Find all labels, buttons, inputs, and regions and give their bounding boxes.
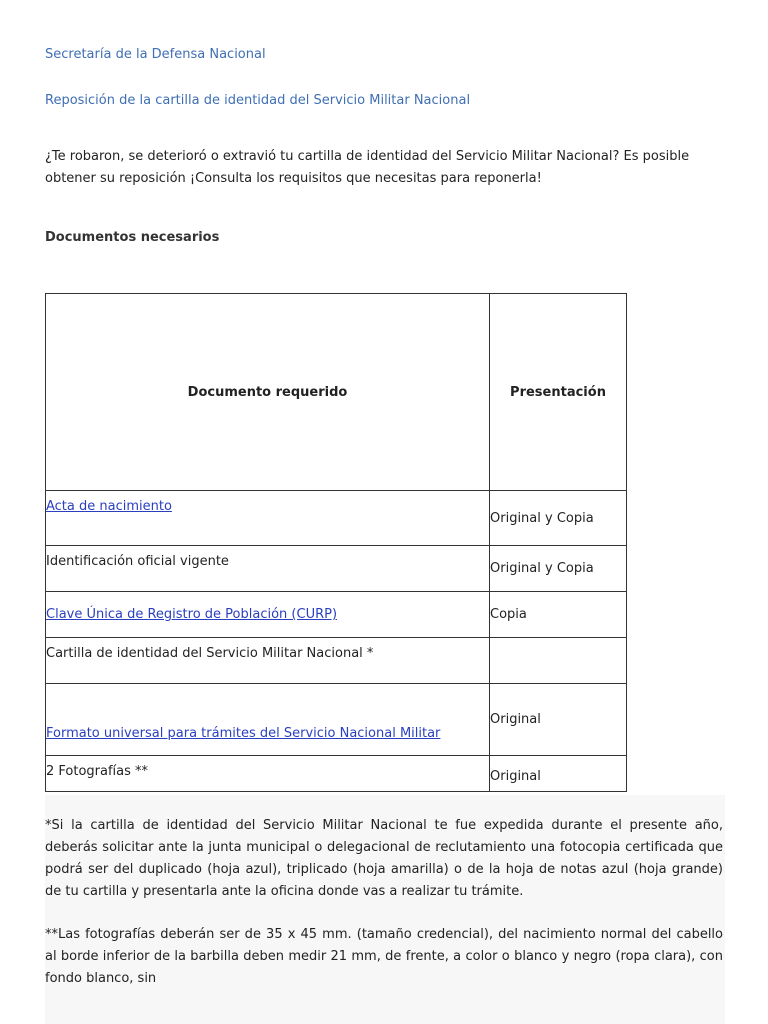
section-title: Documentos necesarios xyxy=(45,230,220,245)
column-header-presentation: Presentación xyxy=(490,294,627,491)
table-row xyxy=(46,756,627,792)
presentation-cell: Original y Copia xyxy=(490,546,627,592)
intro-paragraph: ¿Te robaron, se deterioró o extravió tu cartilla de identidad del Servicio Militar Nacional? Es posible obtener su reposición ¡Consulta los requisitos que necesitas para reponerla! xyxy=(45,149,690,186)
org-heading: Secretaría de la Defensa Nacional xyxy=(45,47,266,62)
presentation-cell xyxy=(490,638,627,684)
table-row xyxy=(46,592,627,638)
document-cell xyxy=(46,592,490,638)
note-fotografias: **Las fotografías deberán ser de 35 x 45 mm. (tamaño credencial), del nacimiento normal del cabello al borde inferior de la barbilla deben medir 21 mm, de frente, a color o blanco y negro (ropa clara), con fondo blanco, sin xyxy=(45,927,723,986)
table-header-row xyxy=(46,294,627,491)
presentation-cell: Original xyxy=(490,756,627,792)
note-cartilla: *Si la cartilla de identidad del Servicio Militar Nacional te fue expedida durante el presente año, deberás solicitar ante la junta municipal o delegacional de reclutamiento una fotocopia certificada que podrá ser del duplicado (hoja azul), triplicado (hoja amarilla) o de la hoja de notas azul (hoja grande) de tu cartilla y presentarla ante la oficina donde vas a realizar tu trámite. xyxy=(45,818,723,899)
curp-link[interactable]: Clave Única de Registro de Población (CURP) xyxy=(46,607,338,622)
table-row xyxy=(46,638,627,684)
presentation-cell: Original xyxy=(490,684,627,756)
document-cell: 2 Fotografías ** xyxy=(46,756,490,792)
formato-universal-link[interactable]: Formato universal para trámites del Servicio Nacional Militar xyxy=(46,726,441,741)
acta-nacimiento-link[interactable]: Acta de nacimiento xyxy=(46,499,172,514)
documents-table xyxy=(45,293,627,792)
column-header-document: Documento requerido xyxy=(46,294,490,491)
table-row xyxy=(46,491,627,546)
page-title: Reposición de la cartilla de identidad del Servicio Militar Nacional xyxy=(45,93,471,108)
document-cell xyxy=(46,684,490,756)
table-row xyxy=(46,684,627,756)
document-cell: Cartilla de identidad del Servicio Militar Nacional * xyxy=(46,638,490,684)
document-cell xyxy=(46,491,490,546)
presentation-cell: Original y Copia xyxy=(490,491,627,546)
table-row xyxy=(46,546,627,592)
document-cell: Identificación oficial vigente xyxy=(46,546,490,592)
presentation-cell: Copia xyxy=(490,592,627,638)
